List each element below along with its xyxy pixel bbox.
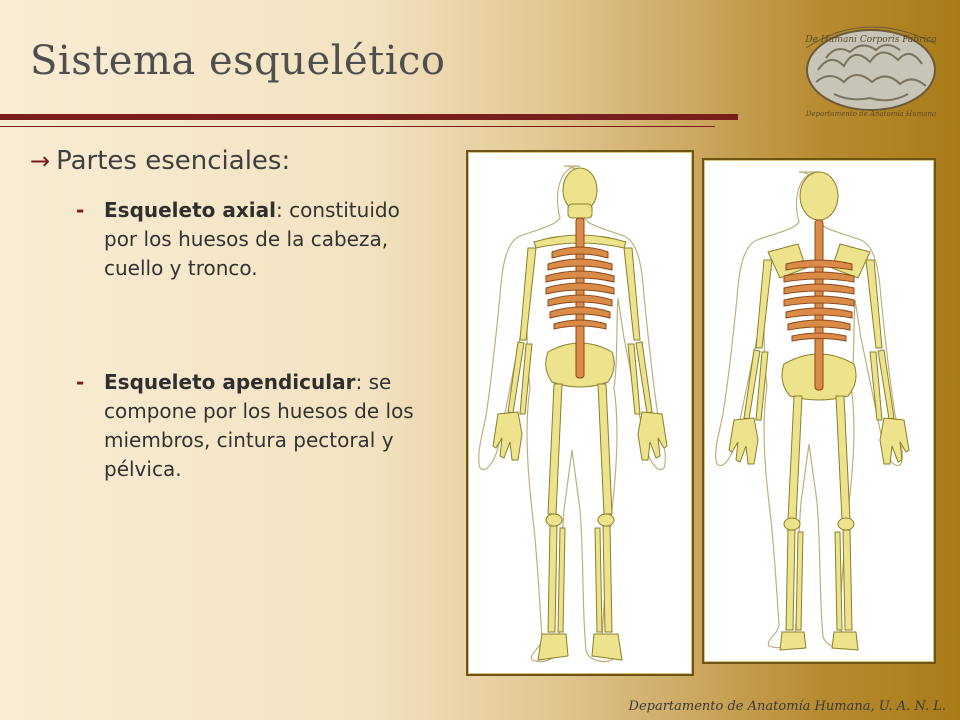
- arrow-right-icon: →: [30, 147, 51, 175]
- list-item-apendicular: [76, 368, 436, 484]
- desc-axial: : constituido por los huesos de la cabeza, cuello y tronco.: [104, 198, 400, 280]
- bullet-main: [30, 146, 290, 176]
- footer-credit: Departamento de Anatomía Humana, U. A. N. L.: [628, 699, 946, 714]
- dash-icon: -: [76, 370, 85, 394]
- brain-logo-icon: [796, 18, 946, 122]
- desc-apendicular: : se compone por los huesos de los miembros, cintura pectoral y pélvica.: [104, 370, 414, 481]
- term-apendicular: Esqueleto apendicular: [104, 370, 356, 394]
- logo-text-top: De Humani Corporis Fabrica: [805, 35, 937, 45]
- skeleton-posterior-image: [702, 158, 936, 664]
- logo-text-bottom: Departamento de Anatomía Humana: [805, 110, 937, 118]
- title-rule-thick: [0, 114, 738, 120]
- title-rule-thin: [0, 126, 715, 127]
- list-item-axial: [76, 196, 436, 283]
- term-axial: Esqueleto axial: [104, 198, 276, 222]
- slide-title: Sistema esquelético: [30, 38, 446, 84]
- skeleton-anterior-image: [466, 150, 694, 676]
- bullet-main-label: Partes esenciales:: [56, 146, 291, 176]
- dash-icon: -: [76, 198, 85, 222]
